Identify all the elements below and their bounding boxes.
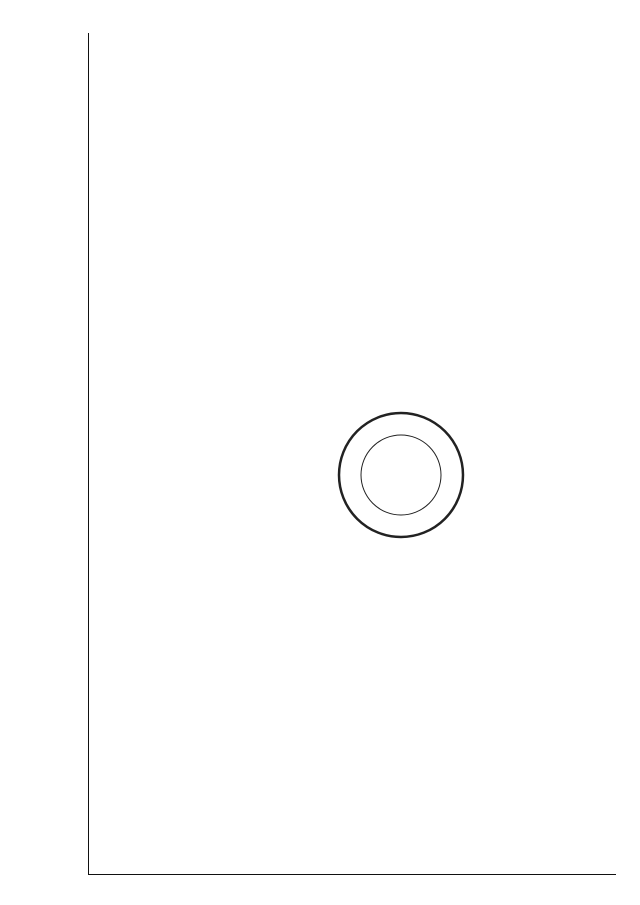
seal-graphic (336, 410, 466, 540)
official-seal (336, 410, 466, 540)
